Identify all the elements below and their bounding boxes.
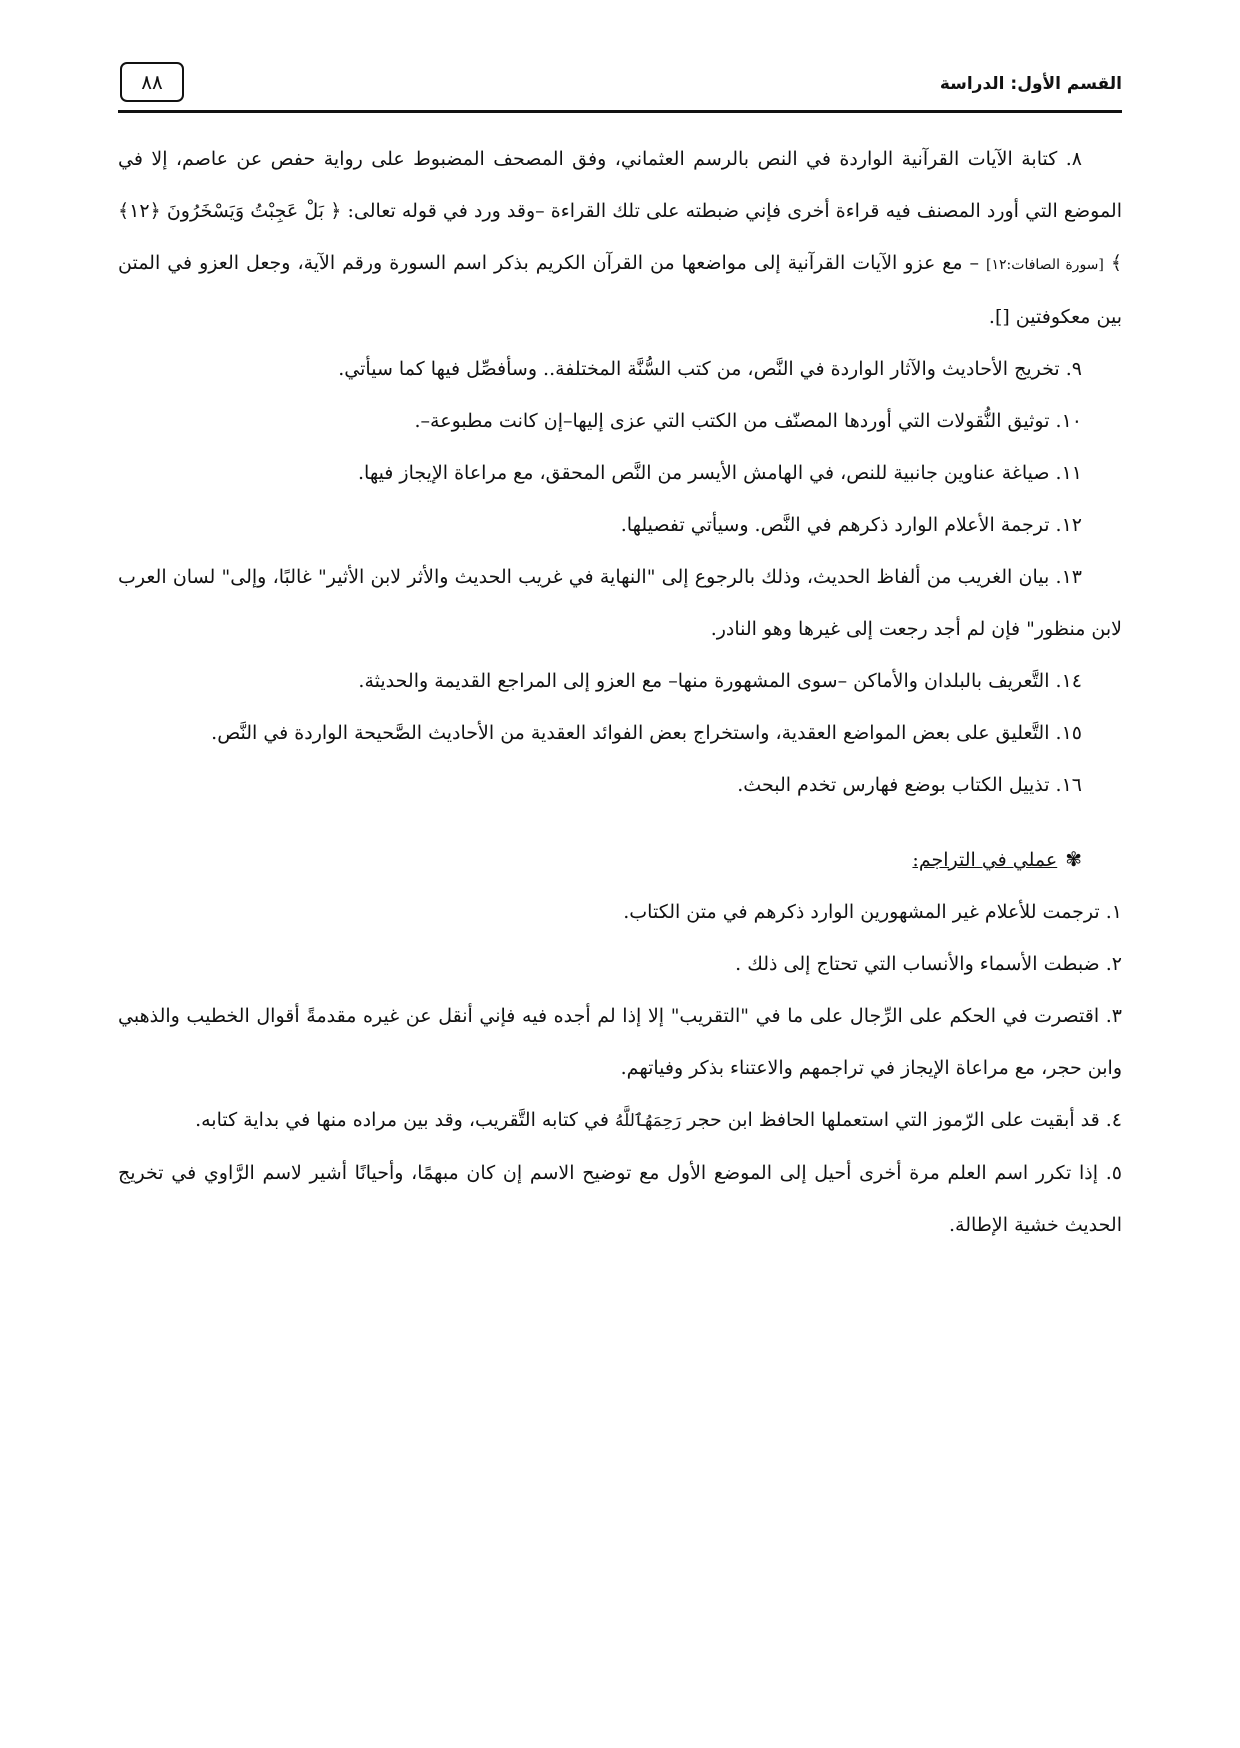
section-title: القسم الأول: الدراسة [939,74,1122,94]
list-item-13: ١٣. بيان الغريب من ألفاظ الحديث، وذلك بالرجوع إلى "النهاية في غريب الحديث والأثر لابن الأثير" غالبًا، وإلى" لسان العرب لابن منظور" فإن لم أجد رجعت إلى غيرها وهو النادر. [118,566,1122,640]
flower-ornament-icon: ✾ [1065,847,1082,871]
section-heading-text: عملي في التراجم: [912,849,1058,871]
section-heading [118,833,1122,886]
translation-item-4 [118,1094,1122,1147]
item-t4-text-start: ٤. قد أبقيت على الرّموز التي استعملها الحافظ ابن حجر [681,1109,1122,1131]
list-item-12: ١٢. ترجمة الأعلام الوارد ذكرهم في النَّص. وسيأتي تفصيلها. [620,514,1082,536]
item-t4-text-end: في كتابه التَّقريب، وقد بين مراده منها في بداية كتابه. [195,1109,609,1131]
verse-reference: [سورة الصافات:١٢] [986,257,1104,273]
quran-verse: ﴿ بَلْ عَجِبْتُ وَيَسْخَرُونَ ﴿١٢﴾ ﴾ [118,200,1122,274]
body-text [118,133,1122,1251]
list-item-15: ١٥. التَّعليق على بعض المواضع العقدية، واستخراج بعض الفوائد العقدية من الأحاديث الصَّحيحة الواردة في النَّص. [211,722,1082,744]
list-item-10: ١٠. توثيق النُّقولات التي أوردها المصنّف من الكتب التي عزى إليها–إن كانت مطبوعة–. [414,410,1082,432]
list-item-11: ١١. صياغة عناوين جانبية للنص، في الهامش الأيسر من النَّص المحقق، مع مراعاة الإيجاز فيها. [357,462,1082,484]
header-divider [118,110,1122,113]
translation-item-5: ٥. إذا تكرر اسم العلم مرة أخرى أحيل إلى الموضع الأول مع توضيح الاسم إن كان مبهمًا، وأحيانًا أشير لاسم الرَّاوي في تخريج الحديث خشية الإطالة. [118,1162,1122,1236]
translation-item-2: ٢. ضبطت الأسماء والأنساب التي تحتاج إلى ذلك . [735,953,1122,975]
honorific-phrase: رَحِمَهُٱللَّهُ [614,1111,682,1131]
translation-item-1: ١. ترجمت للأعلام غير المشهورين الوارد ذكرهم في متن الكتاب. [623,901,1122,923]
item-8-text-start: ٨. كتابة الآيات القرآنية الواردة في النص بالرسم العثماني، وفق المصحف المضبوط على رواية حفص عن عاصم، إلا في الموضع التي أورد المصنف فيه قراءة أخرى فإني ضبطته على تلك القراءة –وقد ورد في قوله تعالى: [118,148,1122,222]
page-number: ٨٨ [120,62,184,102]
list-item-9: ٩. تخريج الأحاديث والآثار الواردة في النَّص، من كتب السُّنَّة المختلفة.. وسأفصِّل فيها كما سيأتي. [338,358,1082,380]
item-8-text-end: – مع عزو الآيات القرآنية إلى مواضعها من القرآن الكريم بذكر اسم السورة ورقم الآية، وجعل العزو في المتن بين معكوفتين []. [118,252,1122,328]
list-item-8 [118,133,1122,343]
list-item-14: ١٤. التَّعريف بالبلدان والأماكن –سوى المشهورة منها– مع العزو إلى المراجع القديمة والحديثة. [358,670,1082,692]
translation-item-3: ٣. اقتصرت في الحكم على الرِّجال على ما في "التقريب" إلا إذا لم أجده فيه فإني أنقل عن غيره مقدمةً أقوال الخطيب والذهبي وابن حجر، مع مراعاة الإيجاز في تراجمهم والاعتناء بذكر وفياتهم. [118,1005,1122,1079]
list-item-16: ١٦. تذييل الكتاب بوضع فهارس تخدم البحث. [737,774,1082,796]
page-header [118,62,1122,112]
